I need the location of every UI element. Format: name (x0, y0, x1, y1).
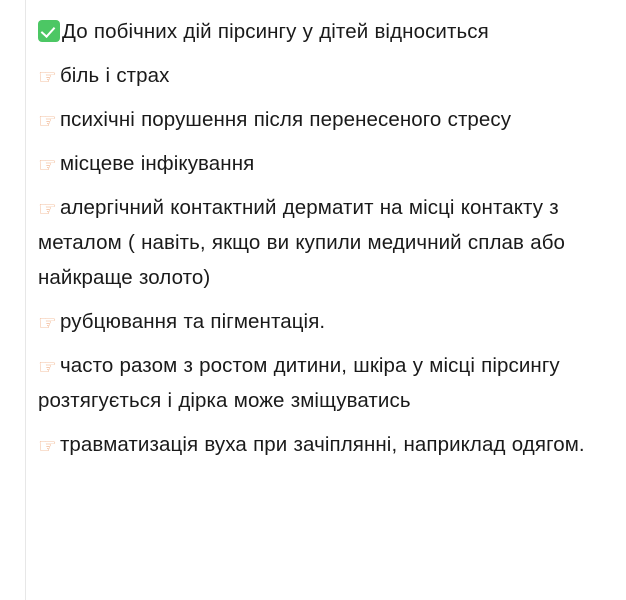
list-item (38, 58, 590, 93)
list-item (38, 427, 590, 462)
list-item-text: рубцювання та пігментація. (59, 310, 326, 333)
list-item (38, 146, 590, 181)
list-item-text: психічні порушення після перенесеного стресу (59, 108, 512, 131)
list-item (38, 348, 590, 418)
list-item-text: місцеве інфікування (59, 152, 255, 175)
list-item (38, 14, 590, 49)
list-item-text: біль і страх (59, 64, 170, 87)
list-item-text: травматизація вуха при зачіплянні, наприклад одягом. (59, 433, 585, 456)
pointing-hand-icon: ☞ (38, 311, 57, 335)
pointing-hand-icon: ☞ (38, 434, 57, 458)
pointing-hand-icon: ☞ (38, 65, 57, 89)
white-check-mark-icon (38, 20, 60, 42)
list-item (38, 102, 590, 137)
pointing-hand-icon: ☞ (38, 355, 57, 379)
left-margin-rule (25, 0, 26, 600)
list-item-text: До побічних дій пірсингу у дітей відноситься (62, 20, 489, 43)
list-item (38, 190, 590, 295)
document-content (38, 14, 590, 462)
list-item (38, 304, 590, 339)
list-item-text: часто разом з ростом дитини, шкіра у місці пірсингу розтягується і дірка може зміщуватись (38, 354, 560, 412)
pointing-hand-icon: ☞ (38, 109, 57, 133)
list-item-text: алергічний контактний дерматит на місці контакту з металом ( навіть, якщо ви купили медичний сплав або найкраще золото) (38, 196, 566, 289)
pointing-hand-icon: ☞ (38, 197, 57, 221)
pointing-hand-icon: ☞ (38, 153, 57, 177)
